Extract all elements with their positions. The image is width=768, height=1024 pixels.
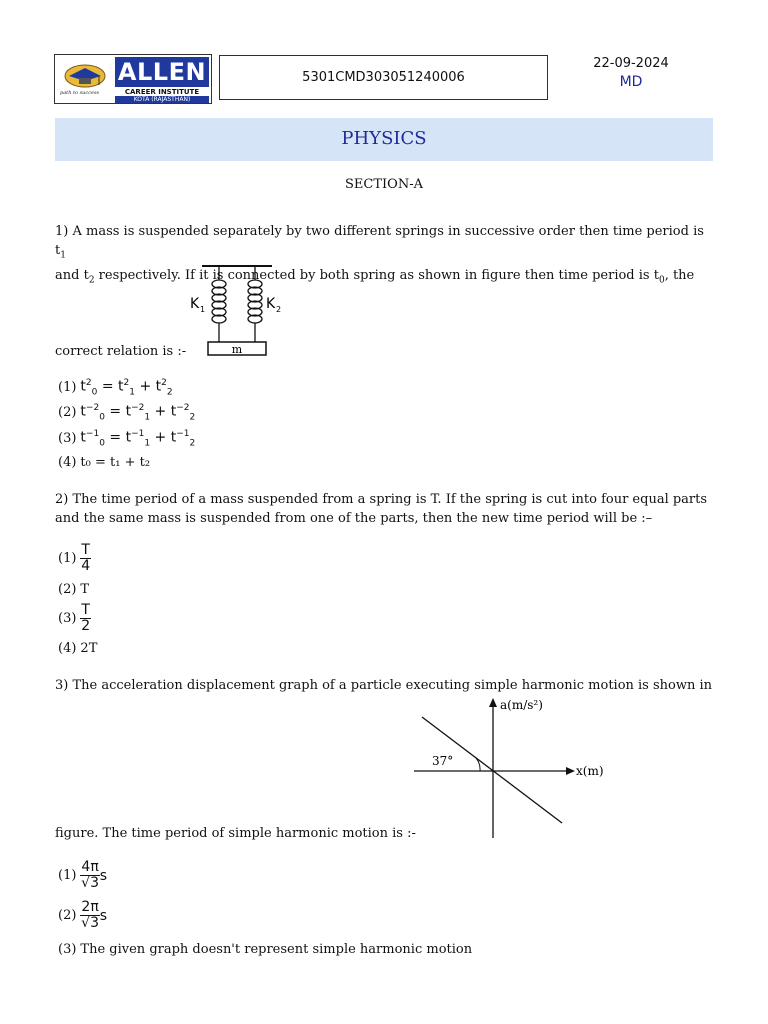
question-2-text: 2) The time period of a mass suspended from a spring is T. If the spring is cut into four equal parts and the same mass is suspended from one of the parts, then the new time period will be :–	[55, 492, 708, 526]
figure-k2-label: K	[266, 296, 276, 312]
graph-x-label: x(m)	[576, 764, 604, 778]
institute-logo	[54, 54, 212, 104]
question-1-option-2[interactable]: (2) $t^{-2}_0 = t^{-2}_1 + t^{-2}_2$	[58, 403, 196, 423]
acceleration-displacement-graph	[410, 695, 620, 841]
question-2-option-1[interactable]: (1) $\frac{T}{4}$	[58, 542, 91, 574]
svg-text:1: 1	[200, 305, 206, 314]
graph-y-arrow-icon	[489, 698, 497, 707]
question-2-option-3[interactable]: (3) $\frac{T}{2}$	[58, 602, 91, 634]
question-3-option-2[interactable]: (2) $\frac{2\pi}{√3}$ s	[58, 899, 108, 931]
graph-y-label: a(m/s²)	[500, 698, 543, 712]
svg-text:2: 2	[276, 305, 282, 314]
question-1-text-end: correct relation is :-	[55, 344, 187, 359]
section-title: SECTION-A	[345, 177, 423, 192]
question-3-text: 3) The acceleration displacement graph of a particle executing simple harmonic motion is shown in	[55, 678, 713, 693]
question-1-option-1[interactable]: (1) $t^2_0 = t^2_1 + t^2_2$	[58, 378, 173, 398]
spring-k1-coil	[212, 280, 226, 323]
paper-code-box: 5301CMD303051240006	[219, 55, 548, 100]
figure-mass-label: m	[231, 343, 243, 356]
question-1-option-4[interactable]: (4) t₀ = t₁ + t₂	[58, 455, 151, 470]
graph-angle-label: 37°	[432, 754, 454, 768]
exam-stream: MD	[619, 74, 643, 90]
logo-text: ALLEN	[115, 57, 209, 87]
figure-k1-label: K	[190, 296, 200, 312]
exam-date: 22-09-2024	[593, 56, 669, 71]
logo-city: KOTA (RAJASTHAN)	[115, 96, 209, 103]
graph-x-arrow-icon	[566, 767, 575, 775]
question-3-option-1[interactable]: (1) $\frac{4\pi}{√3}$ s	[58, 859, 108, 891]
subject-title: PHYSICS	[341, 128, 427, 149]
logo-tagline: path to success	[60, 90, 100, 96]
logo-subtext: CAREER INSTITUTE	[124, 88, 200, 96]
question-3-option-3[interactable]: (3) The given graph doesn't represent simple harmonic motion	[58, 942, 473, 957]
spring-k2-coil	[248, 280, 262, 323]
question-2-option-2[interactable]: (2) T	[58, 582, 90, 597]
question-1-text: 1) A mass is suspended separately by two different springs in successive order then time period is $t_1$ and $t_2$ respectively. If it is connected by both spring as shown in figure then time period is $t_0$, the	[55, 224, 704, 286]
graph-line	[422, 717, 562, 823]
question-3-text-end: figure. The time period of simple harmonic motion is :-	[55, 826, 416, 841]
question-1-option-3[interactable]: (3) $t^{-1}_0 = t^{-1}_1 + t^{-1}_2$	[58, 429, 196, 449]
question-2-option-4[interactable]: (4) 2T	[58, 641, 98, 656]
